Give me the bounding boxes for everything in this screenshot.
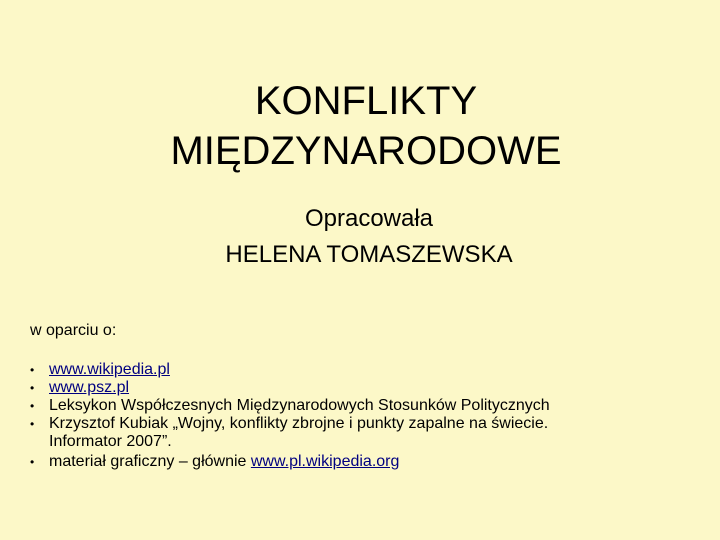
- source-text-graphics: materiał graficzny – głównie: [49, 453, 251, 470]
- title-line-1: KONFLIKTY: [254, 79, 478, 123]
- subtitle-line-2: HELENA TOMASZEWSKA: [225, 241, 513, 268]
- bullet-icon: •: [30, 417, 35, 431]
- list-item: [30, 415, 690, 451]
- sources-list: [30, 361, 690, 471]
- slide-subtitle: [0, 201, 720, 273]
- source-link-wikipedia[interactable]: www.wikipedia.pl: [49, 361, 170, 378]
- basis-label: w oparciu o:: [30, 322, 117, 339]
- bullet-icon: •: [30, 381, 35, 395]
- title-line-2: MIĘDZYNARODOWE: [170, 129, 562, 173]
- bullet-icon: •: [30, 399, 35, 413]
- source-link-psz[interactable]: www.psz.pl: [49, 379, 130, 396]
- list-item: [30, 361, 690, 379]
- source-link-pl-wikipedia[interactable]: www.pl.wikipedia.org: [250, 453, 400, 470]
- source-text-leksykon: Leksykon Współczesnych Międzynarodowych Stosunków Politycznych: [49, 397, 550, 414]
- bullet-icon: •: [30, 455, 35, 469]
- list-item: [30, 453, 690, 471]
- list-item: [30, 397, 690, 415]
- bullet-icon: •: [30, 363, 35, 377]
- slide-title: [0, 76, 720, 176]
- source-text-kubiak: Krzysztof Kubiak „Wojny, konflikty zbrojne i punkty zapalne na świecie.: [49, 415, 549, 432]
- subtitle-line-1: Opracowała: [304, 205, 434, 232]
- source-text-kubiak-continued: Informator 2007”.: [49, 433, 172, 450]
- list-item: [30, 379, 690, 397]
